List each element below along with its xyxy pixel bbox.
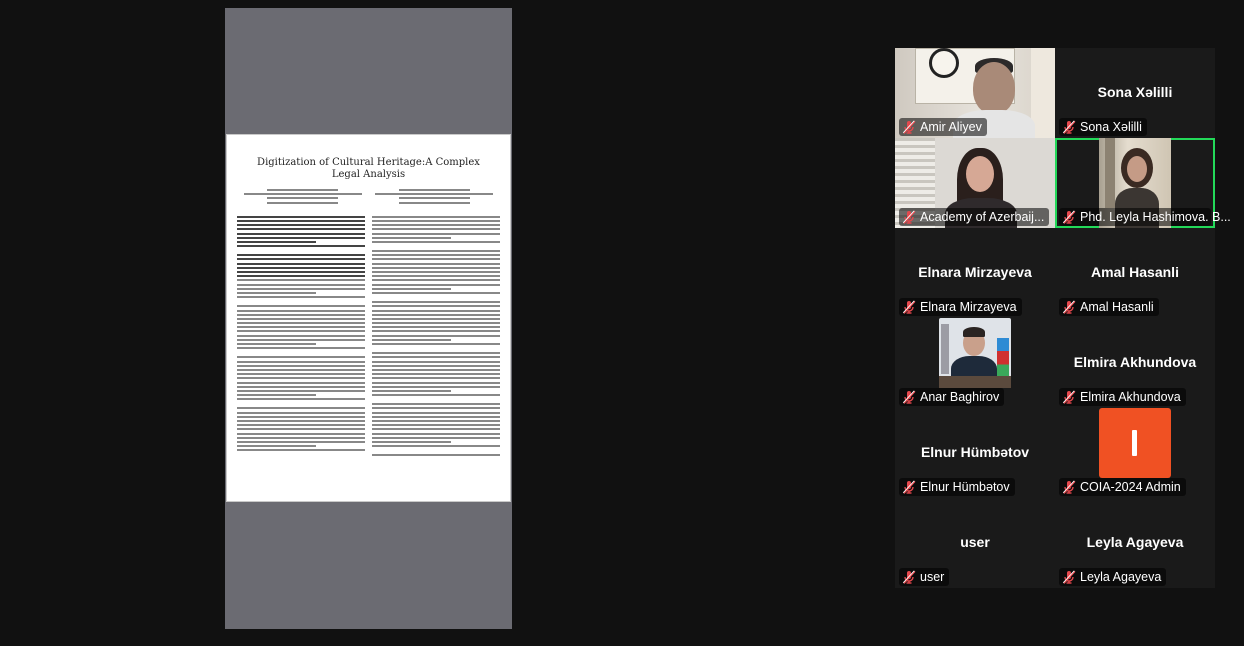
- participant-name-label: [1059, 478, 1186, 496]
- muted-mic-icon: [1061, 209, 1077, 225]
- participant-tile[interactable]: [1055, 48, 1215, 138]
- participant-name-label: [899, 388, 1004, 406]
- participant-name-label: [1059, 208, 1231, 226]
- muted-mic-icon: [1061, 119, 1077, 135]
- participant-name: user: [920, 570, 945, 584]
- participant-name: COIA-2024 Admin: [1080, 480, 1181, 494]
- shared-document-page: [226, 134, 511, 502]
- participant-tile[interactable]: [1055, 318, 1215, 408]
- muted-mic-icon: [1061, 389, 1077, 405]
- muted-mic-icon: [1061, 569, 1077, 585]
- participant-display-name: user: [960, 534, 990, 550]
- participant-name: Anar Baghirov: [920, 390, 1000, 404]
- participant-display-name: Sona Xəlilli: [1097, 84, 1173, 100]
- muted-mic-icon: [1061, 479, 1077, 495]
- active-speaker-tile[interactable]: [1055, 138, 1231, 228]
- muted-mic-icon: [901, 299, 917, 315]
- participant-avatar: [1099, 408, 1171, 478]
- participant-display-name: Elmira Akhundova: [1073, 354, 1197, 370]
- participant-display-name: Elnur Hümbətov: [920, 444, 1030, 460]
- participant-name-label: [1059, 568, 1166, 586]
- participant-name-label: [899, 568, 949, 586]
- participant-tile[interactable]: [895, 408, 1055, 498]
- participant-display-name: Elnara Mirzayeva: [918, 264, 1032, 280]
- muted-mic-icon: [901, 119, 917, 135]
- participant-gallery: [895, 48, 1231, 588]
- participant-name-label: [899, 478, 1015, 496]
- participant-tile[interactable]: [895, 318, 1055, 408]
- participant-name: Academy of Azerbaij...: [920, 210, 1045, 224]
- participant-tile[interactable]: [895, 48, 1055, 138]
- participant-name: Phd. Leyla Hashimova. B...: [1080, 210, 1231, 224]
- participant-tile[interactable]: [1055, 408, 1215, 498]
- participant-display-name: Amal Hasanli: [1091, 264, 1179, 280]
- participant-tile[interactable]: [895, 498, 1055, 588]
- participant-tile[interactable]: [895, 228, 1055, 318]
- flag-icon: [997, 338, 1009, 378]
- participant-name-label: [899, 208, 1049, 226]
- participant-name: Elnur Hümbətov: [920, 480, 1010, 494]
- participant-name-label: [899, 298, 1022, 316]
- participant-name: Elmira Akhundova: [1080, 390, 1181, 404]
- participant-display-name: Leyla Agayeva: [1086, 534, 1184, 550]
- emblem-icon: [929, 48, 959, 78]
- participant-name: Elnara Mirzayeva: [920, 300, 1017, 314]
- document-body: [237, 216, 500, 459]
- participant-tile[interactable]: [895, 138, 1055, 228]
- muted-mic-icon: [901, 569, 917, 585]
- logo-icon: [1132, 430, 1137, 456]
- participant-tile[interactable]: [1055, 228, 1215, 318]
- muted-mic-icon: [1061, 299, 1077, 315]
- participant-tile[interactable]: [1055, 498, 1215, 588]
- participant-name-label: [1059, 118, 1147, 136]
- muted-mic-icon: [901, 209, 917, 225]
- document-column-left: [237, 216, 365, 459]
- participant-name: Leyla Agayeva: [1080, 570, 1162, 584]
- participant-name: Amal Hasanli: [1080, 300, 1154, 314]
- participant-name: Amir Aliyev: [920, 120, 982, 134]
- document-title: Digitization of Cultural Heritage:A Complex Legal Analysis: [257, 157, 480, 180]
- participant-name-label: [899, 118, 987, 136]
- participant-video: [939, 318, 1011, 388]
- shared-screen[interactable]: [225, 8, 512, 629]
- document-authors: [237, 189, 500, 206]
- participant-name-label: [1059, 388, 1186, 406]
- participant-name-label: [1059, 298, 1159, 316]
- muted-mic-icon: [901, 479, 917, 495]
- participant-name: Sona Xəlilli: [1080, 120, 1142, 134]
- document-column-right: [372, 216, 500, 459]
- muted-mic-icon: [901, 389, 917, 405]
